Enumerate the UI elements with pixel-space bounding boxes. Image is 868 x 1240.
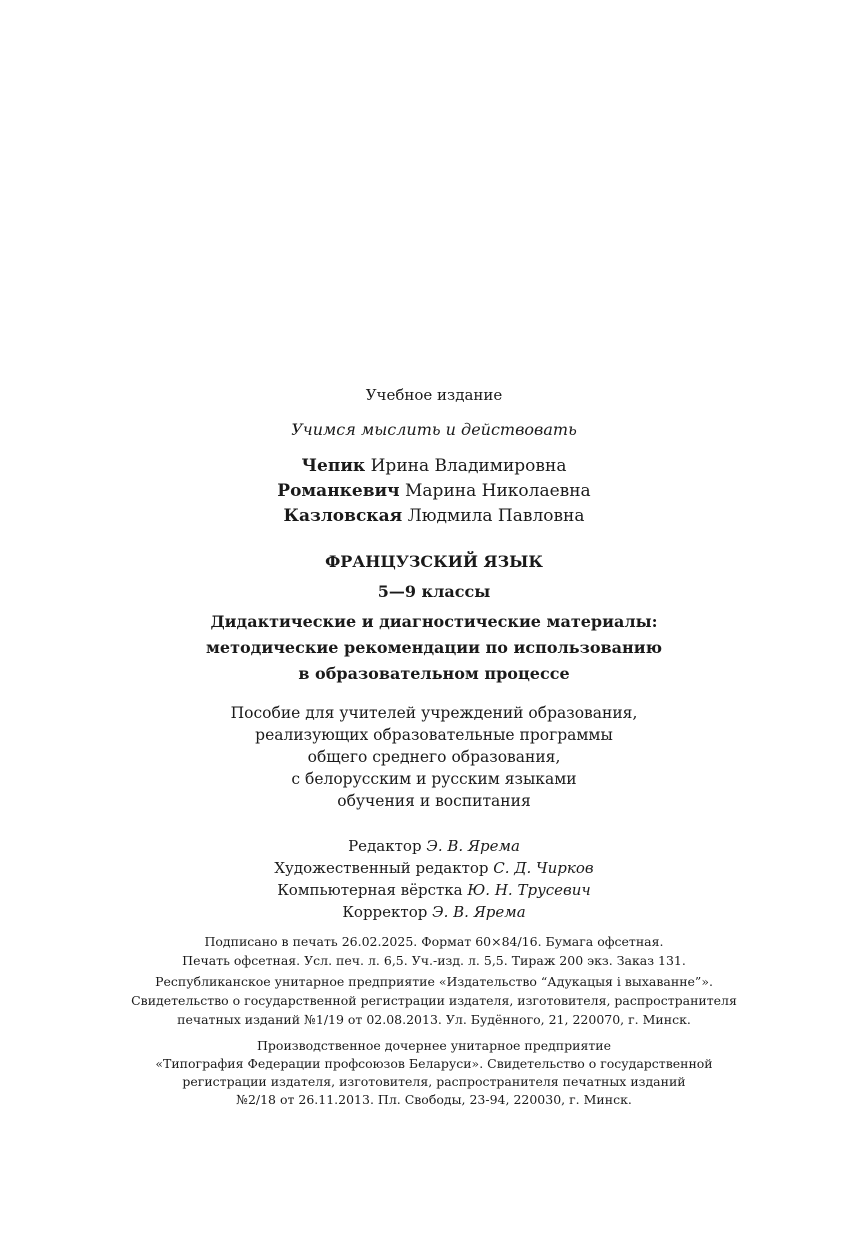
author-given-names: Ирина Владимировна [370,456,567,476]
edition-type: Учебное издание [365,386,503,404]
description-line: реализующих образовательные программы [255,726,613,744]
credit-name: Э. В. Ярема [432,903,526,921]
grades: 5—9 классы [377,582,491,601]
author-line [0,508,868,525]
imprint-line: печатных изданий №1/19 от 02.08.2013. Ул. Будённого, 21, 220070, г. Минск. [177,1012,691,1027]
credit-name: Э. В. Ярема [426,837,520,855]
credit-editor [0,839,868,854]
description-line: Пособие для учителей учреждений образования, [230,704,638,722]
author-line [0,458,868,475]
imprint-line: Печать офсетная. Усл. печ. л. 6,5. Уч.-изд. л. 5,5. Тираж 200 экз. Заказ 131. [182,953,686,968]
printer-line: №2/18 от 26.11.2013. Пл. Свободы, 23-94, 220030, г. Минск. [236,1092,632,1107]
printer-line: «Типография Федерации профсоюзов Беларуси». Свидетельство о государственной [155,1056,713,1071]
author-given-names: Марина Николаевна [405,481,591,501]
credit-art-editor [0,861,868,876]
imprint-line: Республиканское унитарное предприятие «Издательство “Адукацыя і выхаванне”». [155,974,713,989]
credit-role: Компьютерная вёрстка [277,881,463,899]
subtitle-line: Дидактические и диагностические материалы: [210,612,658,631]
author-surname: Чепик [301,456,366,476]
description-line: обучения и воспитания [337,792,531,810]
imprint-line: Подписано в печать 26.02.2025. Формат 60×84/16. Бумага офсетная. [204,934,664,949]
printer-line: регистрации издателя, изготовителя, распространителя печатных изданий [182,1074,686,1089]
credit-name: Ю. Н. Трусевич [467,881,591,899]
subtitle-line: в образовательном процессе [298,664,570,683]
author-surname: Романкевич [277,481,400,501]
book-title: ФРАНЦУЗСКИЙ ЯЗЫК [325,552,543,571]
description-line: общего среднего образования, [307,748,561,766]
author-surname: Казловская [283,506,403,526]
author-line [0,483,868,500]
imprint-line: Свидетельство о государственной регистрации издателя, изготовителя, распространителя [131,993,737,1008]
credit-name: С. Д. Чирков [493,859,594,877]
series-title: Учимся мыслить и действовать [291,420,577,439]
credit-role: Редактор [348,837,422,855]
author-given-names: Людмила Павловна [407,506,585,526]
credit-role: Художественный редактор [274,859,489,877]
credit-role: Корректор [342,903,428,921]
credit-layout [0,883,868,898]
credit-proofreader [0,905,868,920]
printer-line: Производственное дочернее унитарное предприятие [257,1038,611,1053]
subtitle-line: методические рекомендации по использованию [206,638,662,657]
description-line: с белорусским и русским языками [291,770,577,788]
